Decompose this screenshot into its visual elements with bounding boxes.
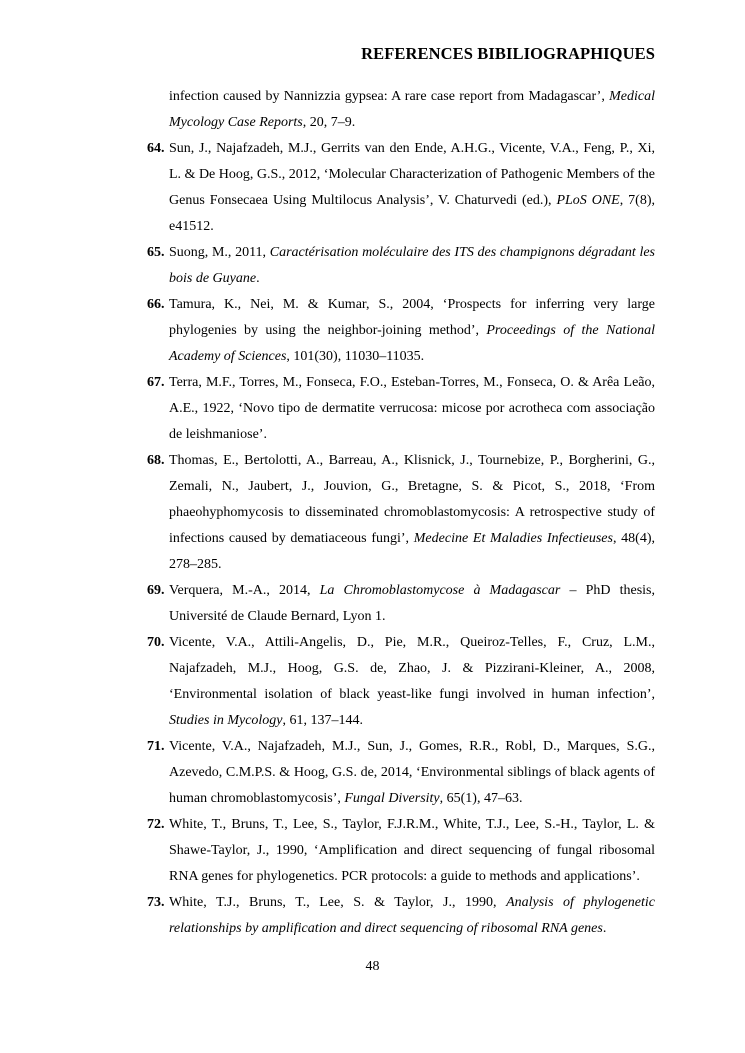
reference-number: 68. — [147, 453, 165, 468]
reference-number: 70. — [147, 635, 165, 650]
reference-number: 66. — [147, 297, 165, 312]
reference-item-65 — [147, 240, 655, 292]
reference-number: 72. — [147, 817, 165, 832]
reference-details: , 101(30), 11030–11035. — [286, 349, 425, 364]
reference-title: Caractérisation moléculaire des ITS des champignons dégradant les bois de Guyane — [169, 245, 655, 286]
reference-item-64 — [147, 136, 655, 240]
reference-item-70 — [147, 630, 655, 734]
reference-text: infection caused by Nannizzia gypsea: A rare case report from Madagascar’, — [169, 89, 610, 104]
reference-journal: Medical Mycology Case Reports — [169, 89, 655, 130]
reference-item-71 — [147, 734, 655, 812]
reference-number: 64. — [147, 141, 165, 156]
reference-details: , 61, 137–144. — [282, 713, 364, 728]
reference-text: Thomas, E., Bertolotti, A., Barreau, A., Klisnick, J., Tournebize, P., Borgherini, G., Zemali, N., Jaubert, J., Jouvion, G., Bretagne, S. & Picot, S., 2018, ‘From phaeohyphomycosis to disseminated chromoblastomycosis: A retrospective study of infections caused by dematiaceous fungi’, — [169, 453, 655, 546]
reference-item-66 — [147, 292, 655, 370]
reference-item-67 — [147, 370, 655, 448]
reference-text: Tamura, K., Nei, M. & Kumar, S., 2004, ‘Prospects for inferring very large phylogenies by using the neighbor-joining method’, — [169, 297, 655, 338]
reference-text: Sun, J., Najafzadeh, M.J., Gerrits van den Ende, A.H.G., Vicente, V.A., Feng, P., Xi, L. & De Hoog, G.S., 2012, ‘Molecular Characterization of Pathogenic Members of the Genus Fonsecaea Using Multilocus Analysis’, V. Chaturvedi (ed.), — [169, 141, 655, 208]
reference-item-69 — [147, 578, 655, 630]
reference-text: Verquera, M.-A., 2014, — [169, 583, 320, 598]
reference-title: La Chromoblastomycose à Madagascar — [319, 583, 561, 598]
reference-details: , 7(8), e41512. — [169, 193, 656, 234]
reference-text: Terra, M.F., Torres, M., Fonseca, F.O., Esteban-Torres, M., Fonseca, O. & Arêa Leão, A.E., 1922, ‘Novo tipo de dermatite verrucosa: micose por acrotheca com associação de leishmaniose’. — [169, 375, 655, 442]
reference-text: White, T.J., Bruns, T., Lee, S. & Taylor, J., 1990, — [169, 895, 507, 910]
reference-number: 71. — [147, 739, 165, 754]
reference-text: Vicente, V.A., Najafzadeh, M.J., Sun, J., Gomes, R.R., Robl, D., Marques, S.G., Azevedo, C.M.P.S. & Hoog, G.S. de, 2014, ‘Environmental siblings of black agents of human chromoblastomycosis’, — [169, 739, 655, 806]
reference-journal: Medecine Et Maladies Infectieuses — [413, 531, 613, 546]
reference-number: 73. — [147, 895, 165, 910]
reference-title: Analysis of phylogenetic relationships by amplification and direct sequencing of ribosomal RNA genes — [169, 895, 655, 936]
reference-text: Suong, M., 2011, — [169, 245, 270, 260]
reference-details: , 65(1), 47–63. — [439, 791, 523, 806]
reference-item-72 — [147, 812, 655, 890]
reference-details: , 48(4), 278–285. — [169, 531, 655, 572]
reference-number: 67. — [147, 375, 165, 390]
reference-journal: Studies in Mycology — [169, 713, 283, 728]
page-number: 48 — [365, 959, 380, 974]
reference-details: . — [256, 271, 260, 286]
reference-journal: Proceedings of the National Academy of Sciences — [169, 323, 655, 364]
reference-item-continued — [147, 84, 655, 136]
reference-number: 65. — [147, 245, 165, 260]
page-header-title: REFERENCES BIBILIOGRAPHIQUES — [361, 44, 655, 63]
reference-list — [147, 84, 655, 942]
reference-journal: PLoS ONE — [556, 193, 620, 208]
reference-text: Vicente, V.A., Attili-Angelis, D., Pie, M.R., Queiroz-Telles, F., Cruz, L.M., Najafzadeh, M.J., Hoog, G.S. de, Zhao, J. & Pizzirani-Kleiner, A., 2008, ‘Environmental isolation of black yeast-like fungi involved in human infection’, — [169, 635, 655, 702]
reference-number: 69. — [147, 583, 165, 598]
reference-item-73 — [147, 890, 655, 942]
reference-journal: Fungal Diversity — [344, 791, 440, 806]
reference-details: , 20, 7–9. — [302, 115, 356, 130]
reference-item-68 — [147, 448, 655, 578]
reference-details: – PhD thesis, Université de Claude Bernard, Lyon 1. — [169, 583, 655, 624]
reference-text: White, T., Bruns, T., Lee, S., Taylor, F.J.R.M., White, T.J., Lee, S.-H., Taylor, L. & Shawe-Taylor, J., 1990, ‘Amplification and direct sequencing of fungal ribosomal RNA genes for phylogenetics. PCR protocols: a guide to methods and applications’. — [169, 817, 655, 884]
reference-details: . — [602, 921, 607, 936]
